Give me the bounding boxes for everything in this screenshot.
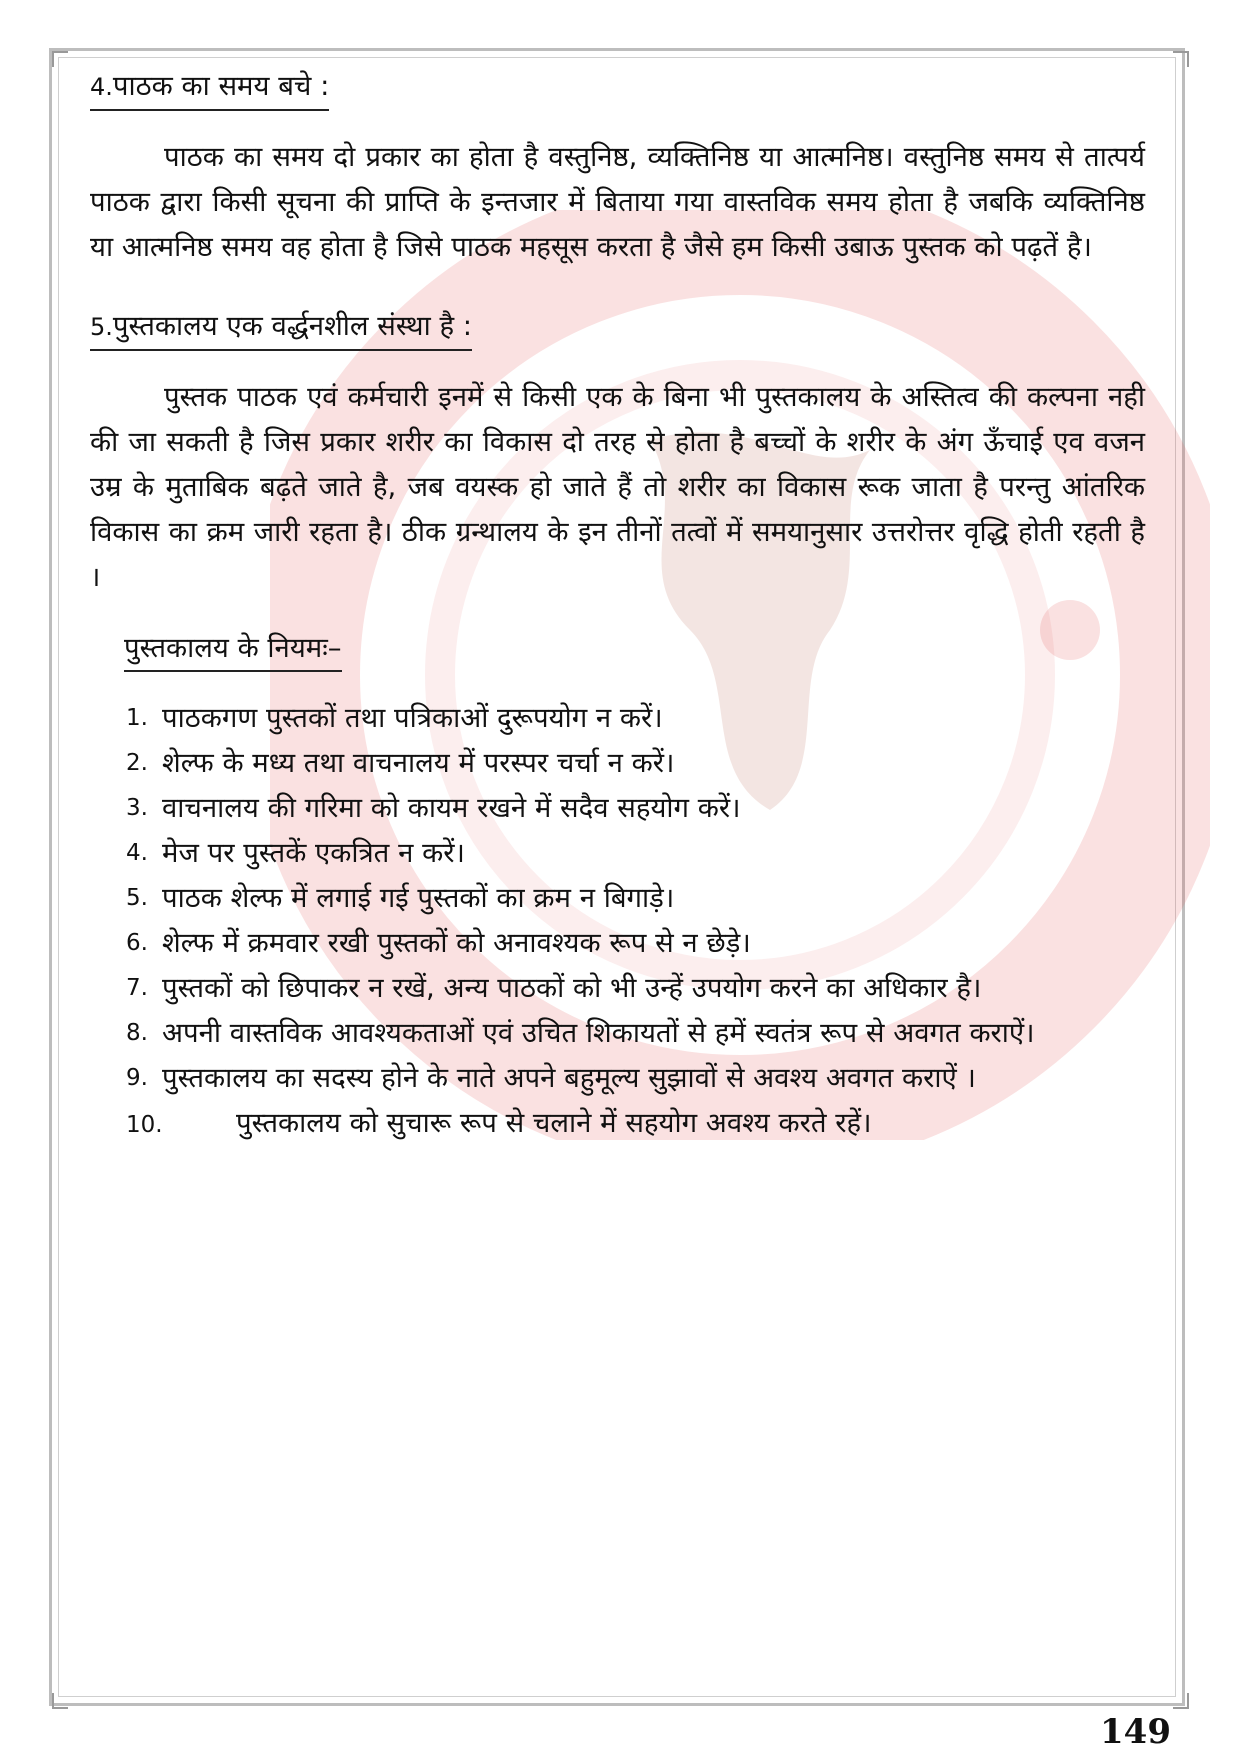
section-4-title: पाठक का समय बचे : [112,70,330,102]
list-item-text: मेज पर पुस्तकें एकत्रित न करें। [162,837,465,869]
list-item-number: 9. [126,1065,148,1091]
list-item-number: 10. [126,1112,163,1138]
list-item [126,966,1145,1011]
list-item-text: पुस्तकालय का सदस्य होने के नाते अपने बहुमूल्य सुझावों से अवश्य अवगत कराऐं । [162,1062,976,1094]
rules-list [126,696,1145,1148]
page-number: 149 [1100,1712,1171,1752]
list-item-text: पुस्तकालय को सुचारू रूप से चलाने में सहयोग अवश्य करते रहें। [236,1107,872,1139]
list-item-text: पुस्तकों को छिपाकर न रखें, अन्य पाठकों को भी उन्हें उपयोग करने का अधिकार है। [162,972,982,1004]
section-5-heading [90,306,472,351]
corner-ornament [1173,51,1189,67]
list-item [126,876,1145,921]
list-item [126,1056,1145,1101]
list-item-number: 2. [126,750,148,776]
list-item-text: अपनी वास्तविक आवश्यकताओं एवं उचित शिकायतों से हमें स्वतंत्र रूप से अवगत कराऐं। [162,1017,1035,1049]
section-4-heading [90,66,329,111]
corner-ornament [52,51,68,67]
list-item-text: पाठकगण पुस्तकों तथा पत्रिकाओं दुरूपयोग न करें। [162,702,663,734]
section-5-paragraph: पुस्तक पाठक एवं कर्मचारी इनमें से किसी एक के बिना भी पुस्तकालय के अस्तित्व की कल्पना नही की जा सकती है जिस प्रकार शरीर का विकास दो तरह से होता है बच्चों के शरीर के अंग ऊँचाई एव वजन उम्र के मुताबिक बढ़ते जाते है, जब वयस्क हो जाते हैं तो शरीर का विकास रूक जाता है परन्तु आंतरिक विकास का क्रम जारी रहता है। ठीक ग्रन्थालय के इन तीनों तत्वों में समयानुसार उत्तरोत्तर वृद्धि होती रहती है । [90,381,1145,593]
list-item [126,1101,1145,1148]
list-item-number: 3. [126,795,148,821]
list-item [126,921,1145,966]
list-item [126,696,1145,741]
list-item-number: 5. [126,885,148,911]
rules-heading: पुस्तकालय के नियमः– [124,628,342,672]
corner-ornament [52,1693,68,1709]
section-4-number: 4. [90,73,113,101]
list-item-number: 4. [126,840,148,866]
list-item-number: 7. [126,975,148,1001]
list-item [126,741,1145,786]
section-5-number: 5. [90,313,113,341]
corner-ornament [1173,1693,1189,1709]
section-4-paragraph: पाठक का समय दो प्रकार का होता है वस्तुनिष्ठ, व्यक्तिनिष्ठ या आत्मनिष्ठ। वस्तुनिष्ठ समय से तात्पर्य पाठक द्वारा किसी सूचना की प्राप्ति के इन्तजार में बिताया गया वास्तविक समय होता है जबकि व्यक्तिनिष्ठ या आत्मनिष्ठ समय वह होता है जिसे पाठक महसूस करता है जैसे हम किसी उबाऊ पुस्तक को पढ़तें है। [90,141,1145,263]
page-content [90,60,1145,1148]
list-item-number: 6. [126,930,148,956]
section-5-title: पुस्तकालय एक वर्द्धनशील संस्था है : [112,310,473,342]
list-item [126,831,1145,876]
list-item-number: 1. [126,705,148,731]
list-item-text: पाठक शेल्फ में लगाई गई पुस्तकों का क्रम न बिगाड़े। [162,882,675,914]
list-item-number: 8. [126,1020,148,1046]
list-item-text: शेल्फ के मध्य तथा वाचनालय में परस्पर चर्चा न करें। [162,747,675,779]
list-item [126,786,1145,831]
list-item [126,1011,1145,1056]
list-item-text: शेल्फ में क्रमवार रखी पुस्तकों को अनावश्यक रूप से न छेड़े। [162,927,751,959]
list-item-text: वाचनालय की गरिमा को कायम रखने में सदैव सहयोग करें। [162,792,741,824]
